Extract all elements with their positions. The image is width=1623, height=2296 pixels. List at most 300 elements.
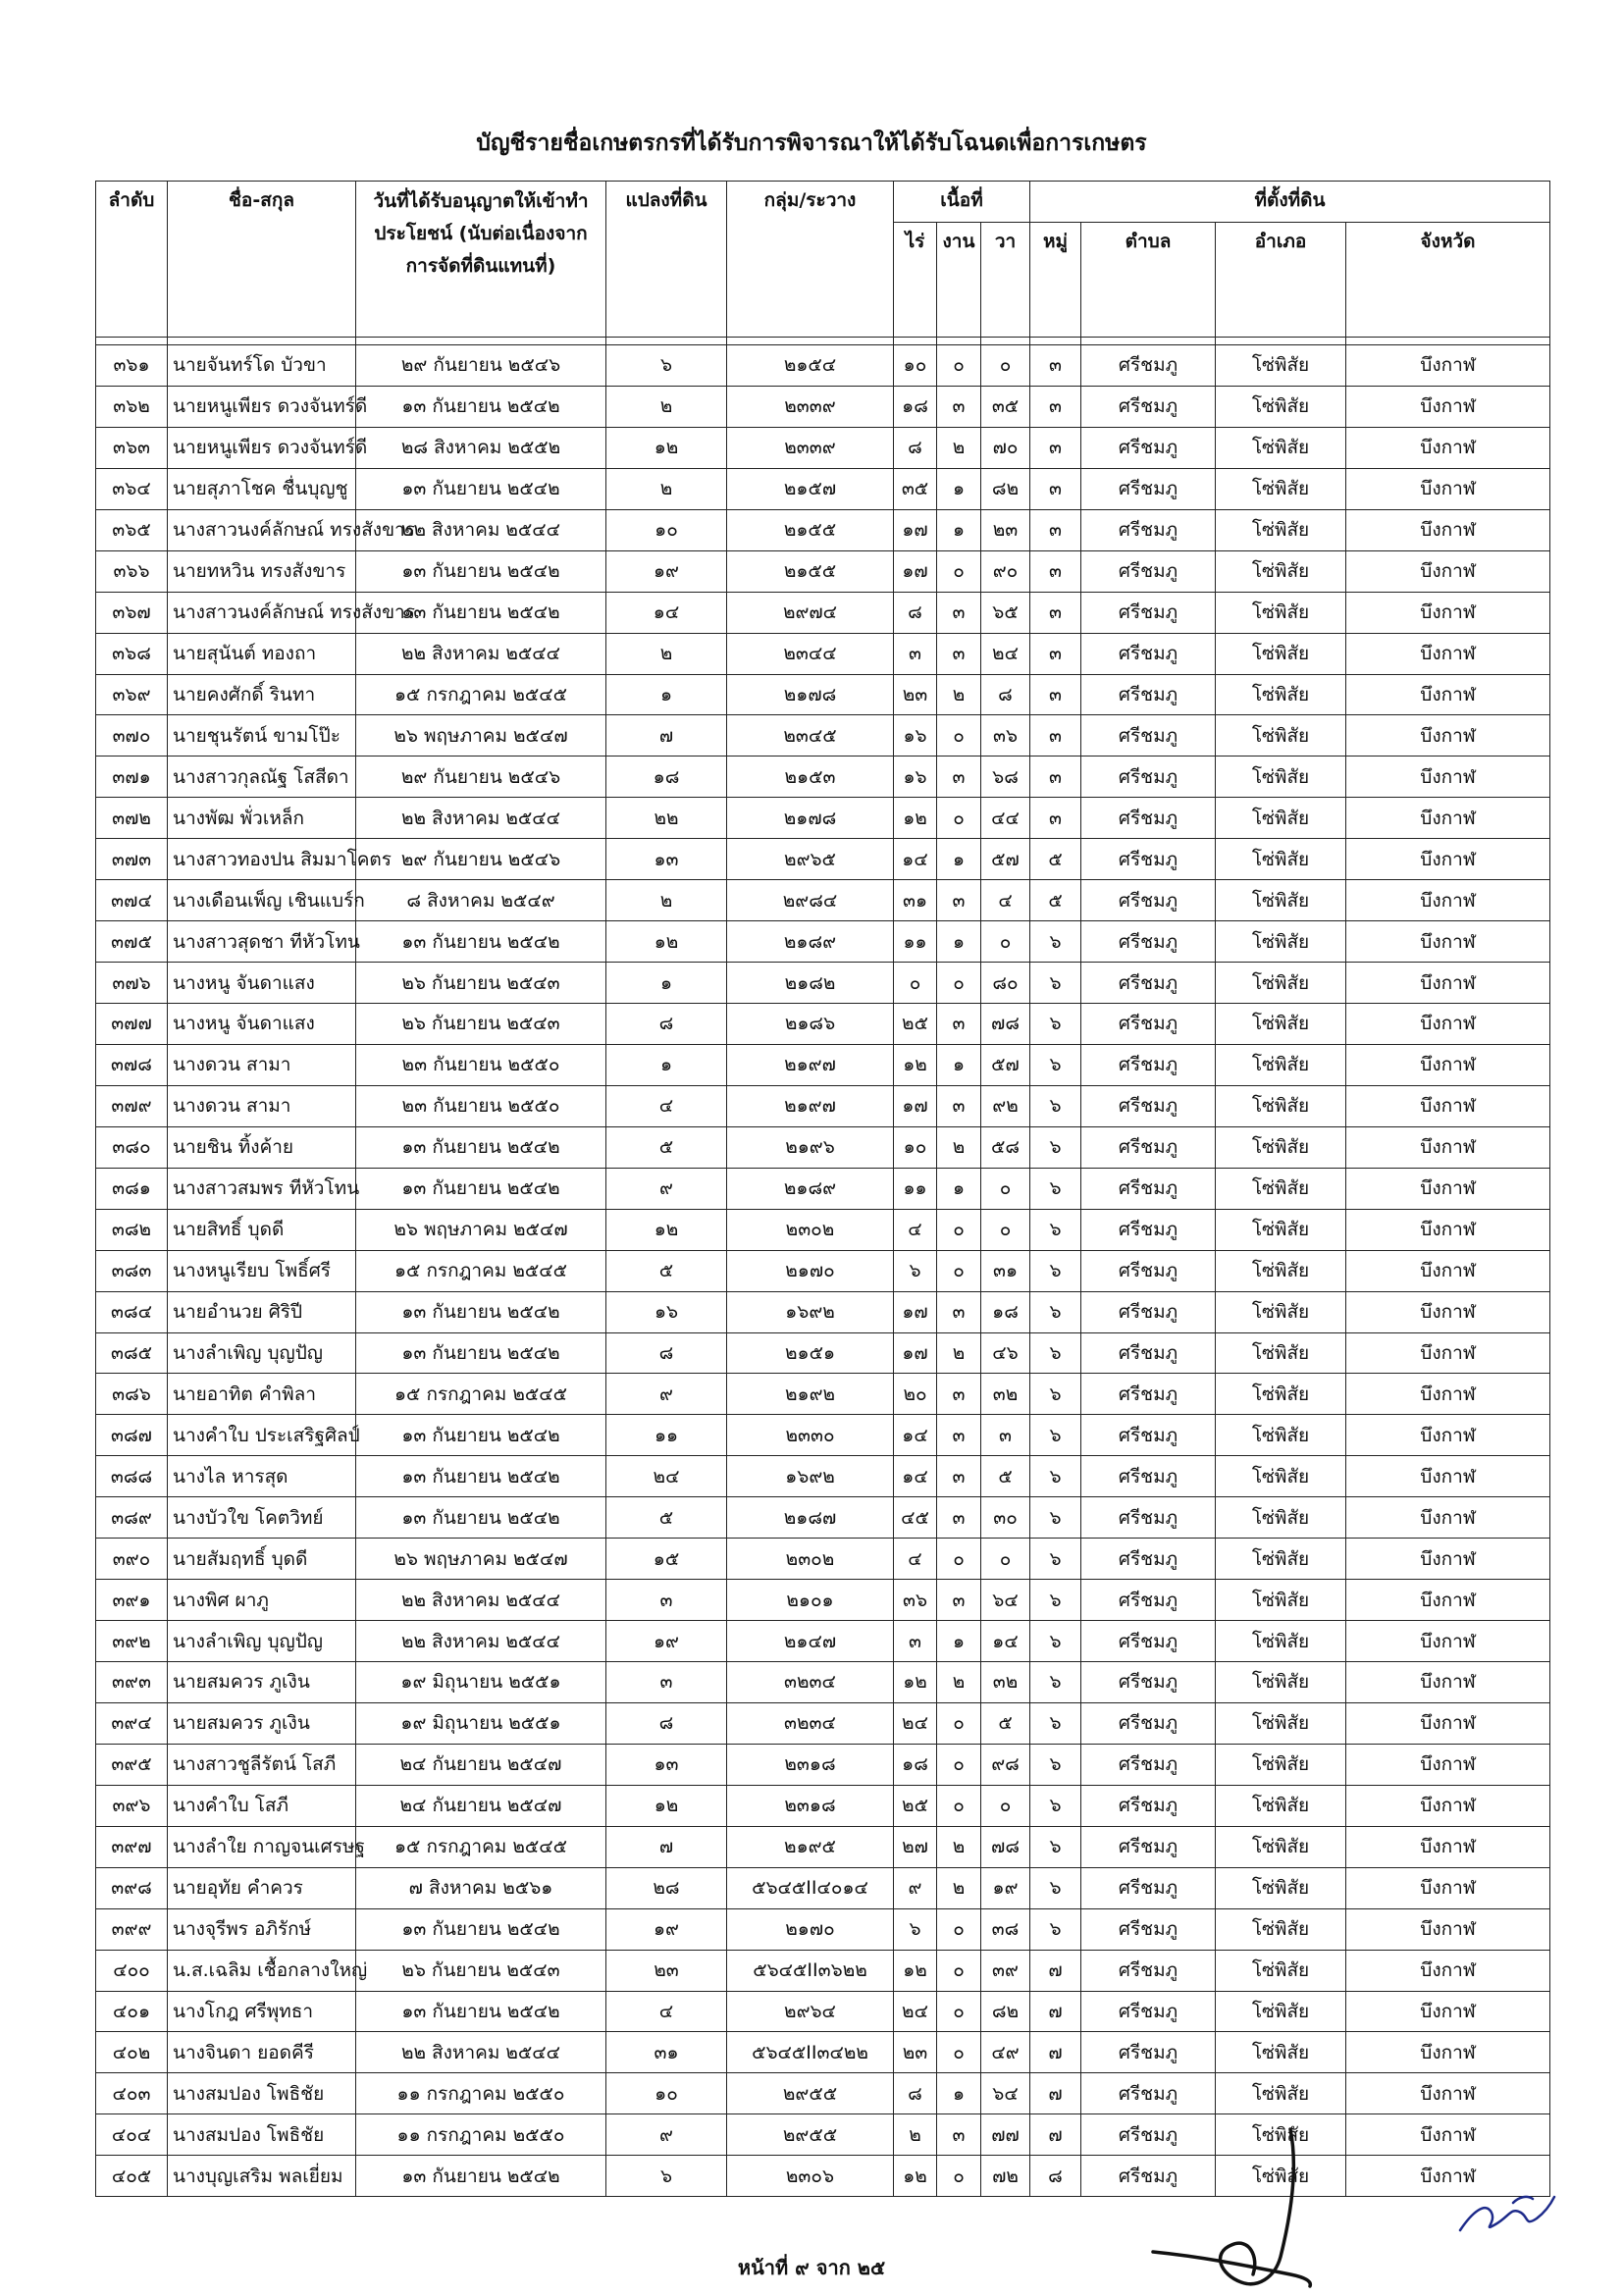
cell-no: ๔๐๑ bbox=[96, 1991, 168, 2032]
cell-moo: ๖ bbox=[1030, 1332, 1081, 1374]
farmer-list-table bbox=[95, 181, 1550, 2197]
cell-rai: ๔ bbox=[894, 1209, 937, 1250]
cell-rai: ๑๔ bbox=[894, 1456, 937, 1497]
cell-province: บึงกาฬ bbox=[1346, 715, 1550, 757]
cell-ngan: ๑ bbox=[937, 839, 981, 880]
cell-amphoe: โซ่พิสัย bbox=[1216, 427, 1346, 468]
cell-province: บึงกาฬ bbox=[1346, 1126, 1550, 1168]
cell-no: ๓๗๖ bbox=[96, 963, 168, 1004]
cell-rai: ๑๗ bbox=[894, 550, 937, 592]
cell-date: ๑๙ มิถุนายน ๒๕๕๑ bbox=[356, 1662, 606, 1703]
cell-no: ๓๙๔ bbox=[96, 1702, 168, 1744]
cell-province: บึงกาฬ bbox=[1346, 1291, 1550, 1332]
cell-tambon: ศรีชมภู bbox=[1081, 386, 1216, 427]
cell-date: ๑๓ กันยายน ๒๕๔๒ bbox=[356, 1168, 606, 1209]
cell-tambon: ศรีชมภู bbox=[1081, 1785, 1216, 1826]
cell-wa: ๐ bbox=[981, 1785, 1030, 1826]
cell-name: นางหนูเรียบ โพธิ์ศรี bbox=[168, 1250, 356, 1291]
cell-province: บึงกาฬ bbox=[1346, 1785, 1550, 1826]
cell-rai: ๑๒ bbox=[894, 1662, 937, 1703]
cell-group: ๕๖๔๕II๓๖๒๒ bbox=[727, 1950, 894, 1991]
table-row bbox=[96, 1826, 1550, 1867]
cell-date: ๑๓ กันยายน ๒๕๔๒ bbox=[356, 592, 606, 633]
cell-tambon: ศรีชมภู bbox=[1081, 1991, 1216, 2032]
cell-name: นายอุทัย คำควร bbox=[168, 1867, 356, 1908]
cell-group: ๒๙๕๕ bbox=[727, 2073, 894, 2114]
cell-amphoe: โซ่พิสัย bbox=[1216, 880, 1346, 921]
cell-amphoe: โซ่พิสัย bbox=[1216, 674, 1346, 715]
cell-group: ๒๑๐๑ bbox=[727, 1580, 894, 1621]
cell-plot: ๑ bbox=[606, 963, 727, 1004]
cell-no: ๓๘๑ bbox=[96, 1168, 168, 1209]
cell-no: ๔๐๓ bbox=[96, 2073, 168, 2114]
cell-plot: ๔ bbox=[606, 1085, 727, 1126]
cell-tambon: ศรีชมภู bbox=[1081, 427, 1216, 468]
table-row bbox=[96, 509, 1550, 550]
cell-date: ๒๖ พฤษภาคม ๒๕๔๗ bbox=[356, 715, 606, 757]
cell-name: นางบุญเสริม พลเยี่ยม bbox=[168, 2156, 356, 2197]
cell-rai: ๒๗ bbox=[894, 1826, 937, 1867]
cell-plot: ๘ bbox=[606, 1332, 727, 1374]
cell-no: ๓๖๒ bbox=[96, 386, 168, 427]
table-row bbox=[96, 2073, 1550, 2114]
cell-ngan: ๒ bbox=[937, 1126, 981, 1168]
cell-amphoe: โซ่พิสัย bbox=[1216, 1744, 1346, 1785]
cell-rai: ๒๓ bbox=[894, 674, 937, 715]
cell-plot: ๕ bbox=[606, 1126, 727, 1168]
cell-amphoe: โซ่พิสัย bbox=[1216, 757, 1346, 798]
cell-group: ๒๙๗๔ bbox=[727, 592, 894, 633]
cell-group: ๑๖๙๒ bbox=[727, 1291, 894, 1332]
cell-ngan: ๒ bbox=[937, 1332, 981, 1374]
cell-name: นางไล หารสุด bbox=[168, 1456, 356, 1497]
cell-tambon: ศรีชมภู bbox=[1081, 633, 1216, 674]
cell-name: นางดวน สามา bbox=[168, 1044, 356, 1085]
cell-no: ๓๘๙ bbox=[96, 1497, 168, 1539]
cell-date: ๒๙ กันยายน ๒๕๔๖ bbox=[356, 345, 606, 387]
cell-tambon: ศรีชมภู bbox=[1081, 509, 1216, 550]
cell-date: ๒๘ สิงหาคม ๒๕๕๒ bbox=[356, 427, 606, 468]
cell-province: บึงกาฬ bbox=[1346, 2032, 1550, 2073]
cell-date: ๒๖ กันยายน ๒๕๔๓ bbox=[356, 963, 606, 1004]
cell-date: ๒๒ สิงหาคม ๒๕๔๔ bbox=[356, 509, 606, 550]
cell-name: นางสาวสุดชา ทีหัวโทน bbox=[168, 921, 356, 963]
cell-name: นายอาทิต คำพิลา bbox=[168, 1374, 356, 1415]
cell-plot: ๑๔ bbox=[606, 592, 727, 633]
cell-ngan: ๑ bbox=[937, 468, 981, 509]
cell-wa: ๙๐ bbox=[981, 550, 1030, 592]
cell-group: ๒๓๔๕ bbox=[727, 715, 894, 757]
cell-no: ๓๗๗ bbox=[96, 1004, 168, 1045]
cell-ngan: ๐ bbox=[937, 345, 981, 387]
cell-group: ๒๓๐๒ bbox=[727, 1539, 894, 1580]
cell-group: ๒๑๘๒ bbox=[727, 963, 894, 1004]
cell-group: ๒๑๙๗ bbox=[727, 1044, 894, 1085]
cell-province: บึงกาฬ bbox=[1346, 2073, 1550, 2114]
table-row bbox=[96, 1662, 1550, 1703]
cell-moo: ๖ bbox=[1030, 1168, 1081, 1209]
cell-amphoe: โซ่พิสัย bbox=[1216, 715, 1346, 757]
cell-amphoe: โซ่พิสัย bbox=[1216, 1168, 1346, 1209]
cell-name: นายสัมฤทธิ์ บุดดี bbox=[168, 1539, 356, 1580]
cell-group: ๒๙๘๔ bbox=[727, 880, 894, 921]
cell-moo: ๘ bbox=[1030, 2156, 1081, 2197]
cell-tambon: ศรีชมภู bbox=[1081, 2114, 1216, 2156]
cell-tambon: ศรีชมภู bbox=[1081, 2156, 1216, 2197]
cell-province: บึงกาฬ bbox=[1346, 1662, 1550, 1703]
cell-date: ๒๖ กันยายน ๒๕๔๓ bbox=[356, 1004, 606, 1045]
cell-moo: ๓ bbox=[1030, 757, 1081, 798]
cell-name: น.ส.เฉลิม เชื้อกลางใหญ่ bbox=[168, 1950, 356, 1991]
cell-plot: ๑๙ bbox=[606, 1621, 727, 1662]
cell-name: นางสาวนงค์ลักษณ์ ทรงสังขาร bbox=[168, 509, 356, 550]
cell-no: ๓๙๗ bbox=[96, 1826, 168, 1867]
cell-moo: ๖ bbox=[1030, 1621, 1081, 1662]
table-row bbox=[96, 592, 1550, 633]
cell-wa: ๕ bbox=[981, 1456, 1030, 1497]
cell-name: นางหนู จันดาแสง bbox=[168, 963, 356, 1004]
cell-wa: ๙๘ bbox=[981, 1744, 1030, 1785]
cell-ngan: ๐ bbox=[937, 1702, 981, 1744]
cell-tambon: ศรีชมภู bbox=[1081, 1250, 1216, 1291]
cell-wa: ๓๑ bbox=[981, 1250, 1030, 1291]
cell-amphoe: โซ่พิสัย bbox=[1216, 1085, 1346, 1126]
cell-plot: ๖ bbox=[606, 2156, 727, 2197]
cell-date: ๑๓ กันยายน ๒๕๔๒ bbox=[356, 1415, 606, 1456]
cell-moo: ๓ bbox=[1030, 386, 1081, 427]
cell-tambon: ศรีชมภู bbox=[1081, 1044, 1216, 1085]
cell-amphoe: โซ่พิสัย bbox=[1216, 1497, 1346, 1539]
cell-amphoe: โซ่พิสัย bbox=[1216, 509, 1346, 550]
cell-tambon: ศรีชมภู bbox=[1081, 345, 1216, 387]
table-row bbox=[96, 921, 1550, 963]
cell-group: ๒๓๐๒ bbox=[727, 1209, 894, 1250]
cell-tambon: ศรีชมภู bbox=[1081, 921, 1216, 963]
header-location: ที่ตั้งที่ดิน bbox=[1030, 182, 1550, 223]
cell-wa: ๐ bbox=[981, 921, 1030, 963]
cell-date: ๑๓ กันยายน ๒๕๔๒ bbox=[356, 550, 606, 592]
page-number: หน้าที่ ๙ จาก ๒๕ bbox=[737, 2256, 886, 2279]
cell-no: ๔๐๕ bbox=[96, 2156, 168, 2197]
cell-tambon: ศรีชมภู bbox=[1081, 839, 1216, 880]
cell-date: ๒๒ สิงหาคม ๒๕๔๔ bbox=[356, 1580, 606, 1621]
cell-name: นายคงศักดิ์ รินทา bbox=[168, 674, 356, 715]
cell-tambon: ศรีชมภู bbox=[1081, 757, 1216, 798]
cell-plot: ๑๒ bbox=[606, 1209, 727, 1250]
cell-rai: ๘ bbox=[894, 2073, 937, 2114]
cell-name: นางสาวทองปน สิมมาโคตร bbox=[168, 839, 356, 880]
cell-date: ๗ สิงหาคม ๒๕๖๑ bbox=[356, 1867, 606, 1908]
cell-rai: ๓๕ bbox=[894, 468, 937, 509]
cell-moo: ๗ bbox=[1030, 1950, 1081, 1991]
cell-amphoe: โซ่พิสัย bbox=[1216, 468, 1346, 509]
cell-no: ๓๖๑ bbox=[96, 345, 168, 387]
cell-rai: ๑๖ bbox=[894, 757, 937, 798]
table-row bbox=[96, 2032, 1550, 2073]
signature-2 bbox=[1452, 2183, 1560, 2242]
cell-province: บึงกาฬ bbox=[1346, 1209, 1550, 1250]
header-area: เนื้อที่ bbox=[894, 182, 1030, 223]
cell-name: นางสาวชูลีรัตน์ โสภี bbox=[168, 1744, 356, 1785]
cell-group: ๒๑๕๔ bbox=[727, 345, 894, 387]
cell-rai: ๑๒ bbox=[894, 1950, 937, 1991]
cell-plot: ๑๒ bbox=[606, 921, 727, 963]
cell-date: ๑๕ กรกฎาคม ๒๕๔๕ bbox=[356, 1826, 606, 1867]
cell-wa: ๕๗ bbox=[981, 1044, 1030, 1085]
table-row bbox=[96, 1004, 1550, 1045]
cell-date: ๒๓ กันยายน ๒๕๕๐ bbox=[356, 1085, 606, 1126]
header-group: กลุ่ม/ระวาง bbox=[727, 182, 894, 338]
cell-moo: ๗ bbox=[1030, 2114, 1081, 2156]
cell-wa: ๖๘ bbox=[981, 757, 1030, 798]
table-row bbox=[96, 1044, 1550, 1085]
cell-name: นางสาวกุลณัฐ โสสีดา bbox=[168, 757, 356, 798]
cell-plot: ๑๘ bbox=[606, 757, 727, 798]
cell-amphoe: โซ่พิสัย bbox=[1216, 2073, 1346, 2114]
cell-amphoe: โซ่พิสัย bbox=[1216, 1826, 1346, 1867]
cell-no: ๓๙๘ bbox=[96, 1867, 168, 1908]
cell-moo: ๖ bbox=[1030, 1580, 1081, 1621]
cell-no: ๓๘๐ bbox=[96, 1126, 168, 1168]
cell-moo: ๖ bbox=[1030, 1539, 1081, 1580]
cell-province: บึงกาฬ bbox=[1346, 1168, 1550, 1209]
table-row bbox=[96, 1991, 1550, 2032]
cell-rai: ๙ bbox=[894, 1867, 937, 1908]
cell-ngan: ๓ bbox=[937, 1415, 981, 1456]
cell-group: ๒๑๔๗ bbox=[727, 1621, 894, 1662]
cell-tambon: ศรีชมภู bbox=[1081, 674, 1216, 715]
cell-no: ๓๖๗ bbox=[96, 592, 168, 633]
cell-name: นางจินดา ยอดคีรี bbox=[168, 2032, 356, 2073]
cell-rai: ๑๑ bbox=[894, 1168, 937, 1209]
cell-moo: ๓ bbox=[1030, 592, 1081, 633]
cell-tambon: ศรีชมภู bbox=[1081, 1126, 1216, 1168]
table-row bbox=[96, 1415, 1550, 1456]
cell-no: ๓๖๕ bbox=[96, 509, 168, 550]
table-row bbox=[96, 1291, 1550, 1332]
cell-date: ๑๓ กันยายน ๒๕๔๒ bbox=[356, 1332, 606, 1374]
cell-name: นายทหวิน ทรงสังขาร bbox=[168, 550, 356, 592]
cell-amphoe: โซ่พิสัย bbox=[1216, 633, 1346, 674]
cell-date: ๒๖ กันยายน ๒๕๔๓ bbox=[356, 1950, 606, 1991]
cell-plot: ๙ bbox=[606, 1374, 727, 1415]
cell-name: นายชิน ทิ้งค้าย bbox=[168, 1126, 356, 1168]
cell-province: บึงกาฬ bbox=[1346, 1374, 1550, 1415]
cell-wa: ๗๘ bbox=[981, 1004, 1030, 1045]
cell-province: บึงกาฬ bbox=[1346, 1539, 1550, 1580]
cell-group: ๒๙๕๕ bbox=[727, 2114, 894, 2156]
cell-group: ๑๖๙๒ bbox=[727, 1456, 894, 1497]
cell-province: บึงกาฬ bbox=[1346, 1744, 1550, 1785]
table-row bbox=[96, 468, 1550, 509]
cell-rai: ๓ bbox=[894, 633, 937, 674]
cell-plot: ๘ bbox=[606, 1004, 727, 1045]
cell-amphoe: โซ่พิสัย bbox=[1216, 386, 1346, 427]
cell-province: บึงกาฬ bbox=[1346, 386, 1550, 427]
cell-plot: ๒ bbox=[606, 633, 727, 674]
cell-group: ๒๑๗๘ bbox=[727, 674, 894, 715]
cell-tambon: ศรีชมภู bbox=[1081, 1580, 1216, 1621]
header-rai: ไร่ bbox=[894, 223, 937, 338]
cell-province: บึงกาฬ bbox=[1346, 592, 1550, 633]
cell-ngan: ๐ bbox=[937, 1744, 981, 1785]
cell-no: ๓๗๙ bbox=[96, 1085, 168, 1126]
cell-date: ๑๓ กันยายน ๒๕๔๒ bbox=[356, 386, 606, 427]
cell-rai: ๑๗ bbox=[894, 1085, 937, 1126]
cell-date: ๑๕ กรกฎาคม ๒๕๔๕ bbox=[356, 1250, 606, 1291]
cell-wa: ๘๐ bbox=[981, 963, 1030, 1004]
cell-province: บึงกาฬ bbox=[1346, 633, 1550, 674]
cell-moo: ๖ bbox=[1030, 1374, 1081, 1415]
cell-no: ๓๘๘ bbox=[96, 1456, 168, 1497]
cell-rai: ๒๕ bbox=[894, 1785, 937, 1826]
cell-rai: ๑๘ bbox=[894, 1744, 937, 1785]
cell-amphoe: โซ่พิสัย bbox=[1216, 1662, 1346, 1703]
cell-tambon: ศรีชมภู bbox=[1081, 1415, 1216, 1456]
cell-tambon: ศรีชมภู bbox=[1081, 1621, 1216, 1662]
cell-amphoe: โซ่พิสัย bbox=[1216, 1126, 1346, 1168]
cell-rai: ๑๘ bbox=[894, 386, 937, 427]
cell-amphoe: โซ่พิสัย bbox=[1216, 1332, 1346, 1374]
cell-no: ๓๙๖ bbox=[96, 1785, 168, 1826]
cell-no: ๓๙๓ bbox=[96, 1662, 168, 1703]
cell-moo: ๖ bbox=[1030, 1209, 1081, 1250]
cell-province: บึงกาฬ bbox=[1346, 1250, 1550, 1291]
cell-name: นายสมควร ภูเงิน bbox=[168, 1662, 356, 1703]
cell-amphoe: โซ่พิสัย bbox=[1216, 1004, 1346, 1045]
cell-amphoe: โซ่พิสัย bbox=[1216, 1250, 1346, 1291]
cell-wa: ๓๙ bbox=[981, 1950, 1030, 1991]
cell-plot: ๕ bbox=[606, 1497, 727, 1539]
table-row bbox=[96, 963, 1550, 1004]
cell-date: ๒๙ กันยายน ๒๕๔๖ bbox=[356, 757, 606, 798]
cell-amphoe: โซ่พิสัย bbox=[1216, 963, 1346, 1004]
cell-rai: ๑๒ bbox=[894, 2156, 937, 2197]
cell-name: นายหนูเพียร ดวงจันทร์ดี bbox=[168, 427, 356, 468]
cell-name: นางจุรีพร อภิรักษ์ bbox=[168, 1908, 356, 1950]
cell-name: นางดวน สามา bbox=[168, 1085, 356, 1126]
cell-rai: ๒๕ bbox=[894, 1004, 937, 1045]
cell-group: ๒๑๙๒ bbox=[727, 1374, 894, 1415]
cell-province: บึงกาฬ bbox=[1346, 674, 1550, 715]
cell-moo: ๓ bbox=[1030, 427, 1081, 468]
cell-group: ๒๑๘๗ bbox=[727, 1497, 894, 1539]
cell-date: ๑๓ กันยายน ๒๕๔๒ bbox=[356, 1497, 606, 1539]
cell-rai: ๓๑ bbox=[894, 880, 937, 921]
cell-moo: ๖ bbox=[1030, 963, 1081, 1004]
cell-plot: ๓๑ bbox=[606, 2032, 727, 2073]
cell-date: ๑๙ มิถุนายน ๒๕๕๑ bbox=[356, 1702, 606, 1744]
cell-rai: ๑๖ bbox=[894, 715, 937, 757]
cell-amphoe: โซ่พิสัย bbox=[1216, 1456, 1346, 1497]
cell-wa: ๐ bbox=[981, 1539, 1030, 1580]
cell-tambon: ศรีชมภู bbox=[1081, 1702, 1216, 1744]
cell-amphoe: โซ่พิสัย bbox=[1216, 2156, 1346, 2197]
cell-no: ๓๖๖ bbox=[96, 550, 168, 592]
table-row bbox=[96, 1374, 1550, 1415]
cell-amphoe: โซ่พิสัย bbox=[1216, 345, 1346, 387]
cell-no: ๓๙๑ bbox=[96, 1580, 168, 1621]
cell-wa: ๑๙ bbox=[981, 1867, 1030, 1908]
cell-no: ๓๗๐ bbox=[96, 715, 168, 757]
table-row bbox=[96, 345, 1550, 387]
cell-amphoe: โซ่พิสัย bbox=[1216, 1044, 1346, 1085]
cell-group: ๒๑๘๖ bbox=[727, 1004, 894, 1045]
cell-name: นายชุนรัตน์ ขามโป๊ะ bbox=[168, 715, 356, 757]
cell-rai: ๑๗ bbox=[894, 1332, 937, 1374]
cell-plot: ๔ bbox=[606, 1991, 727, 2032]
cell-plot: ๙ bbox=[606, 1168, 727, 1209]
cell-province: บึงกาฬ bbox=[1346, 509, 1550, 550]
header-moo: หมู่ bbox=[1030, 223, 1081, 338]
table-row bbox=[96, 1126, 1550, 1168]
cell-wa: ๓๘ bbox=[981, 1908, 1030, 1950]
cell-province: บึงกาฬ bbox=[1346, 1085, 1550, 1126]
cell-wa: ๘ bbox=[981, 674, 1030, 715]
cell-name: นางโกฎ ศรีพุทธา bbox=[168, 1991, 356, 2032]
cell-province: บึงกาฬ bbox=[1346, 1332, 1550, 1374]
cell-ngan: ๓ bbox=[937, 386, 981, 427]
cell-wa: ๔๙ bbox=[981, 2032, 1030, 2073]
cell-group: ๒๓๐๖ bbox=[727, 2156, 894, 2197]
header-spacer bbox=[96, 338, 1550, 345]
cell-wa: ๓ bbox=[981, 1415, 1030, 1456]
cell-plot: ๑๕ bbox=[606, 1539, 727, 1580]
cell-moo: ๖ bbox=[1030, 1785, 1081, 1826]
cell-name: นายสิทธิ์ บุดดี bbox=[168, 1209, 356, 1250]
cell-province: บึงกาฬ bbox=[1346, 798, 1550, 839]
cell-ngan: ๑ bbox=[937, 1168, 981, 1209]
cell-amphoe: โซ่พิสัย bbox=[1216, 1209, 1346, 1250]
cell-wa: ๗๗ bbox=[981, 2114, 1030, 2156]
cell-ngan: ๓ bbox=[937, 1374, 981, 1415]
cell-rai: ๖ bbox=[894, 1250, 937, 1291]
cell-date: ๒๓ กันยายน ๒๕๕๐ bbox=[356, 1044, 606, 1085]
header-ngan: งาน bbox=[937, 223, 981, 338]
cell-rai: ๑๔ bbox=[894, 839, 937, 880]
cell-rai: ๖ bbox=[894, 1908, 937, 1950]
cell-name: นางคำใบ โสภี bbox=[168, 1785, 356, 1826]
cell-ngan: ๓ bbox=[937, 1497, 981, 1539]
cell-date: ๑๓ กันยายน ๒๕๔๒ bbox=[356, 1126, 606, 1168]
table-row bbox=[96, 1908, 1550, 1950]
cell-rai: ๘ bbox=[894, 427, 937, 468]
cell-wa: ๓๒ bbox=[981, 1662, 1030, 1703]
cell-ngan: ๓ bbox=[937, 1580, 981, 1621]
cell-name: นางพิศ ผาภู bbox=[168, 1580, 356, 1621]
cell-group: ๒๓๓๙ bbox=[727, 386, 894, 427]
cell-wa: ๕๘ bbox=[981, 1126, 1030, 1168]
cell-amphoe: โซ่พิสัย bbox=[1216, 1991, 1346, 2032]
cell-amphoe: โซ่พิสัย bbox=[1216, 1702, 1346, 1744]
cell-rai: ๑๒ bbox=[894, 798, 937, 839]
cell-group: ๒๑๗๐ bbox=[727, 1250, 894, 1291]
cell-ngan: ๓ bbox=[937, 1085, 981, 1126]
cell-plot: ๑๐ bbox=[606, 2073, 727, 2114]
cell-no: ๔๐๒ bbox=[96, 2032, 168, 2073]
cell-name: นายสุนันต์ ทองถา bbox=[168, 633, 356, 674]
cell-plot: ๑๑ bbox=[606, 1415, 727, 1456]
cell-plot: ๑๓ bbox=[606, 1744, 727, 1785]
cell-plot: ๖ bbox=[606, 345, 727, 387]
cell-rai: ๓ bbox=[894, 1621, 937, 1662]
cell-tambon: ศรีชมภู bbox=[1081, 963, 1216, 1004]
cell-name: นายหนูเพียร ดวงจันทร์ดี bbox=[168, 386, 356, 427]
cell-province: บึงกาฬ bbox=[1346, 427, 1550, 468]
cell-wa: ๖๔ bbox=[981, 1580, 1030, 1621]
table-row bbox=[96, 839, 1550, 880]
cell-amphoe: โซ่พิสัย bbox=[1216, 550, 1346, 592]
